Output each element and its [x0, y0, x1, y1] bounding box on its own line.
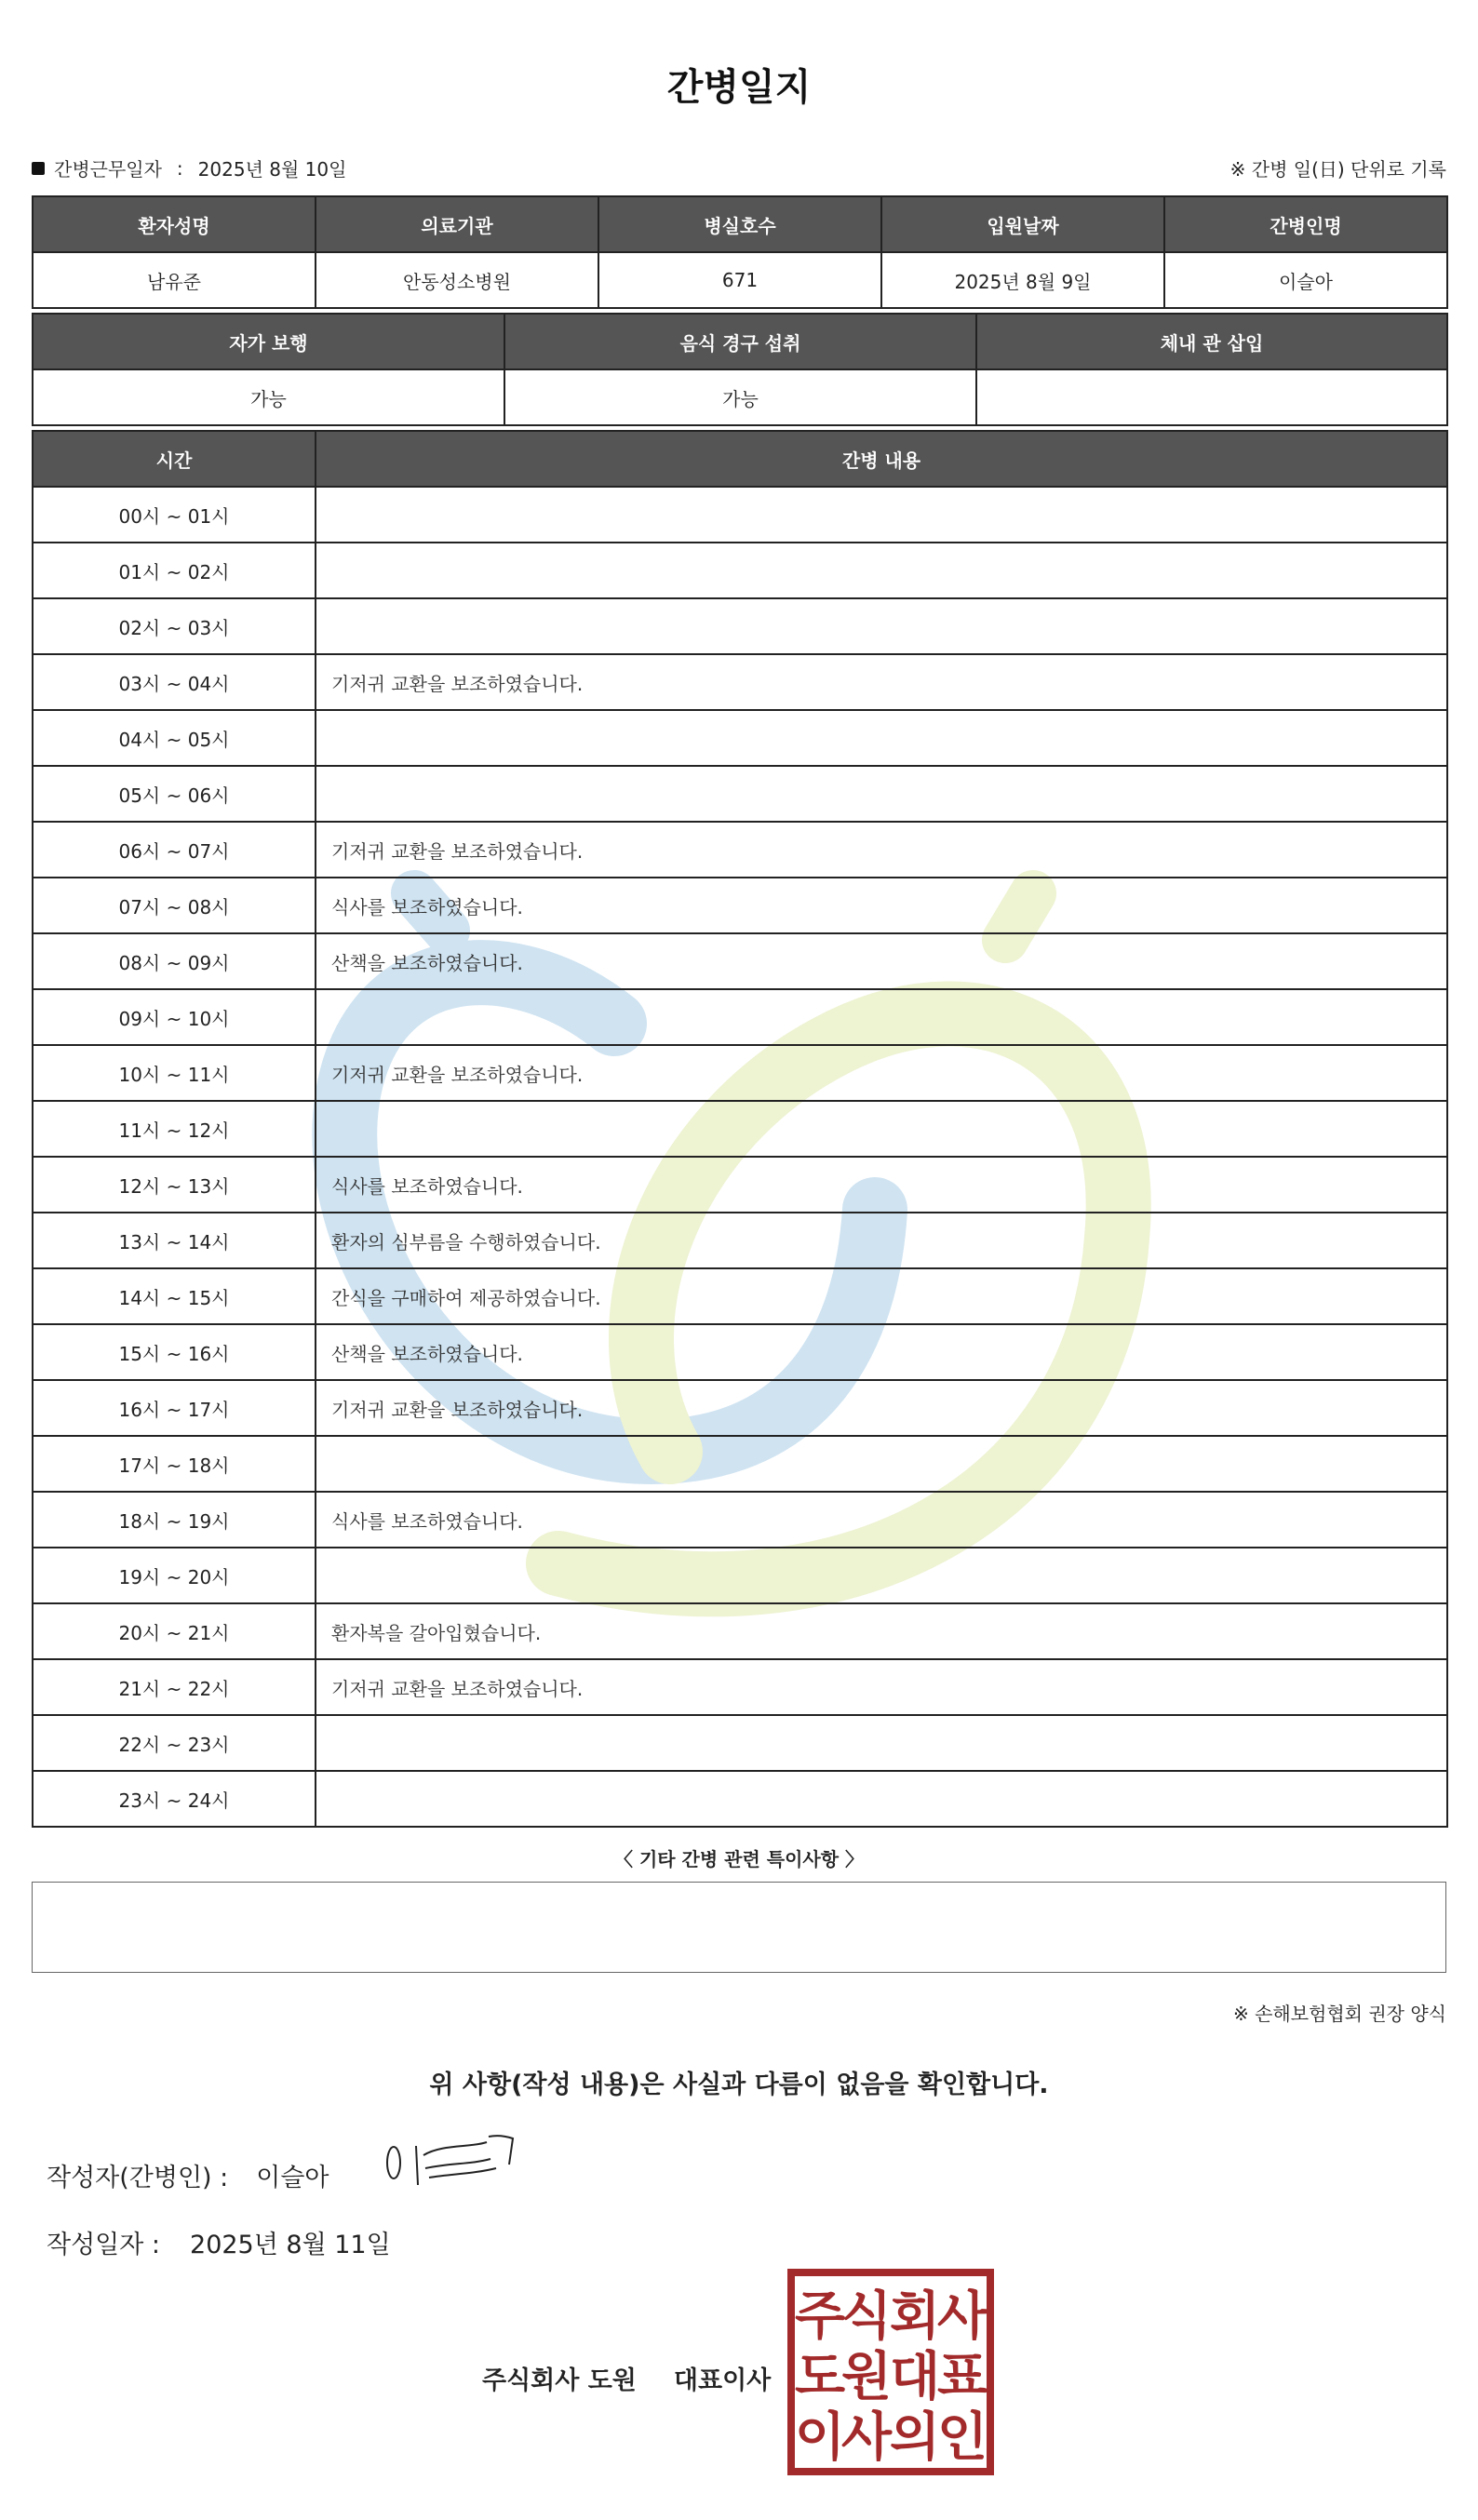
log-content	[316, 1436, 1447, 1492]
company-seal	[787, 2269, 994, 2475]
log-content	[316, 766, 1447, 822]
written-date-line	[47, 2224, 391, 2260]
log-row	[33, 1213, 1447, 1268]
log-time: 23시 ~ 24시	[33, 1771, 316, 1827]
svg-text:이: 이	[794, 2407, 846, 2468]
log-content	[316, 598, 1447, 654]
caregiver-value: 이슬아	[1164, 252, 1447, 308]
walking-value: 가능	[33, 369, 504, 425]
document-title: 간병일지	[666, 66, 812, 109]
duty-date	[32, 154, 346, 181]
confirmation-statement: 위 사항(작성 내용)은 사실과 다름이 없음을 확인합니다.	[429, 2071, 1049, 2099]
log-row	[33, 1603, 1447, 1659]
writer-label: 작성자(간병인) :	[47, 2164, 229, 2192]
svg-text:회: 회	[889, 2286, 941, 2347]
handwritten-signature	[377, 2127, 526, 2192]
log-content: 기저귀 교환을 보조하였습니다.	[316, 1380, 1447, 1436]
log-row	[33, 878, 1447, 933]
log-content: 식사를 보조하였습니다.	[316, 878, 1447, 933]
log-content: 식사를 보조하였습니다.	[316, 1492, 1447, 1548]
log-content	[316, 1715, 1447, 1771]
log-time: 17시 ~ 18시	[33, 1436, 316, 1492]
svg-text:도: 도	[794, 2347, 846, 2407]
log-time: 13시 ~ 14시	[33, 1213, 316, 1268]
log-content: 기저귀 교환을 보조하였습니다.	[316, 822, 1447, 878]
log-row	[33, 1548, 1447, 1603]
room-value: 671	[598, 252, 881, 308]
log-time: 04시 ~ 05시	[33, 710, 316, 766]
log-time: 01시 ~ 02시	[33, 543, 316, 598]
admission-date-value: 2025년 8월 9일	[881, 252, 1164, 308]
log-row	[33, 487, 1447, 543]
log-row	[33, 710, 1447, 766]
duty-date-sep: :	[176, 156, 183, 180]
log-time: 03시 ~ 04시	[33, 654, 316, 710]
log-row	[33, 543, 1447, 598]
log-content: 환자의 심부름을 수행하였습니다.	[316, 1213, 1447, 1268]
log-row	[33, 1771, 1447, 1827]
patient-info-table	[32, 195, 1448, 309]
log-content: 기저귀 교환을 보조하였습니다.	[316, 1659, 1447, 1715]
duty-date-label: 간병근무일자	[54, 158, 162, 181]
hospital-header: 의료기관	[316, 196, 598, 252]
log-content	[316, 710, 1447, 766]
svg-text:원: 원	[840, 2347, 893, 2407]
care-log-table	[32, 430, 1448, 1828]
log-row	[33, 1045, 1447, 1101]
content-header: 간병 내용	[316, 431, 1447, 487]
written-date-label: 작성일자 :	[47, 2231, 161, 2259]
log-time: 16시 ~ 17시	[33, 1380, 316, 1436]
log-content	[316, 487, 1447, 543]
oral-intake-header: 음식 경구 섭취	[504, 314, 976, 369]
log-time: 07시 ~ 08시	[33, 878, 316, 933]
bullet-square-icon	[32, 162, 45, 175]
log-time: 09시 ~ 10시	[33, 989, 316, 1045]
svg-text:사: 사	[936, 2286, 988, 2347]
form-note: ※ 손해보험협회 권장 양식	[1232, 2003, 1446, 2025]
caregiver-header: 간병인명	[1164, 196, 1447, 252]
log-time: 08시 ~ 09시	[33, 933, 316, 989]
svg-text:표: 표	[936, 2347, 988, 2407]
log-content	[316, 543, 1447, 598]
log-content: 식사를 보조하였습니다.	[316, 1157, 1447, 1213]
writer-name: 이슬아	[256, 2164, 329, 2192]
log-time: 06시 ~ 07시	[33, 822, 316, 878]
patient-name-value: 남유준	[33, 252, 316, 308]
log-content: 환자복을 갈아입혔습니다.	[316, 1603, 1447, 1659]
written-date-value: 2025년 8월 11일	[190, 2231, 391, 2259]
log-time: 21시 ~ 22시	[33, 1659, 316, 1715]
patient-status-table	[32, 313, 1448, 426]
tube-insertion-value	[976, 369, 1447, 425]
log-row	[33, 1715, 1447, 1771]
oral-intake-value: 가능	[504, 369, 976, 425]
log-content	[316, 1548, 1447, 1603]
tube-insertion-header: 체내 관 삽입	[976, 314, 1447, 369]
log-row	[33, 1436, 1447, 1492]
log-row	[33, 1380, 1447, 1436]
care-log-body	[33, 487, 1447, 1827]
special-notes-title: 〈 기타 간병 관련 특이사항 〉	[613, 1848, 864, 1870]
svg-text:의: 의	[889, 2407, 941, 2468]
log-content: 산책을 보조하였습니다.	[316, 1324, 1447, 1380]
time-header: 시간	[33, 431, 316, 487]
log-time: 10시 ~ 11시	[33, 1045, 316, 1101]
log-time: 00시 ~ 01시	[33, 487, 316, 543]
log-row	[33, 1101, 1447, 1157]
log-row	[33, 933, 1447, 989]
admission-date-header: 입원날짜	[881, 196, 1164, 252]
log-content	[316, 989, 1447, 1045]
log-time: 02시 ~ 03시	[33, 598, 316, 654]
log-time: 12시 ~ 13시	[33, 1157, 316, 1213]
svg-text:주: 주	[794, 2286, 846, 2347]
log-time: 15시 ~ 16시	[33, 1324, 316, 1380]
log-time: 20시 ~ 21시	[33, 1603, 316, 1659]
log-time: 11시 ~ 12시	[33, 1101, 316, 1157]
log-content: 산책을 보조하였습니다.	[316, 933, 1447, 989]
svg-text:인: 인	[936, 2407, 988, 2468]
log-row	[33, 1659, 1447, 1715]
log-content: 기저귀 교환을 보조하였습니다.	[316, 654, 1447, 710]
svg-text:식: 식	[840, 2286, 893, 2347]
log-time: 22시 ~ 23시	[33, 1715, 316, 1771]
log-time: 14시 ~ 15시	[33, 1268, 316, 1324]
log-row	[33, 654, 1447, 710]
room-header: 병실호수	[598, 196, 881, 252]
svg-text:사: 사	[840, 2407, 893, 2468]
log-row	[33, 766, 1447, 822]
log-row	[33, 598, 1447, 654]
log-row	[33, 1492, 1447, 1548]
log-row	[33, 822, 1447, 878]
company-line	[482, 2360, 771, 2396]
svg-text:대: 대	[889, 2347, 941, 2407]
company-representative: 대표이사	[673, 2366, 772, 2395]
log-row	[33, 1324, 1447, 1380]
log-time: 05시 ~ 06시	[33, 766, 316, 822]
hospital-value: 안동성소병원	[316, 252, 598, 308]
unit-note: ※ 간병 일(日) 단위로 기록	[1229, 158, 1446, 181]
log-content	[316, 1771, 1447, 1827]
duty-date-value: 2025년 8월 10일	[197, 158, 347, 181]
log-row	[33, 1157, 1447, 1213]
patient-name-header: 환자성명	[33, 196, 316, 252]
log-row	[33, 1268, 1447, 1324]
writer-line	[47, 2157, 329, 2193]
log-time: 18시 ~ 19시	[33, 1492, 316, 1548]
walking-header: 자가 보행	[33, 314, 504, 369]
company-name: 주식회사 도원	[482, 2366, 637, 2395]
log-time: 19시 ~ 20시	[33, 1548, 316, 1603]
log-content	[316, 1101, 1447, 1157]
log-content: 간식을 구매하여 제공하였습니다.	[316, 1268, 1447, 1324]
log-content: 기저귀 교환을 보조하였습니다.	[316, 1045, 1447, 1101]
log-row	[33, 989, 1447, 1045]
special-notes-box	[32, 1882, 1446, 1973]
